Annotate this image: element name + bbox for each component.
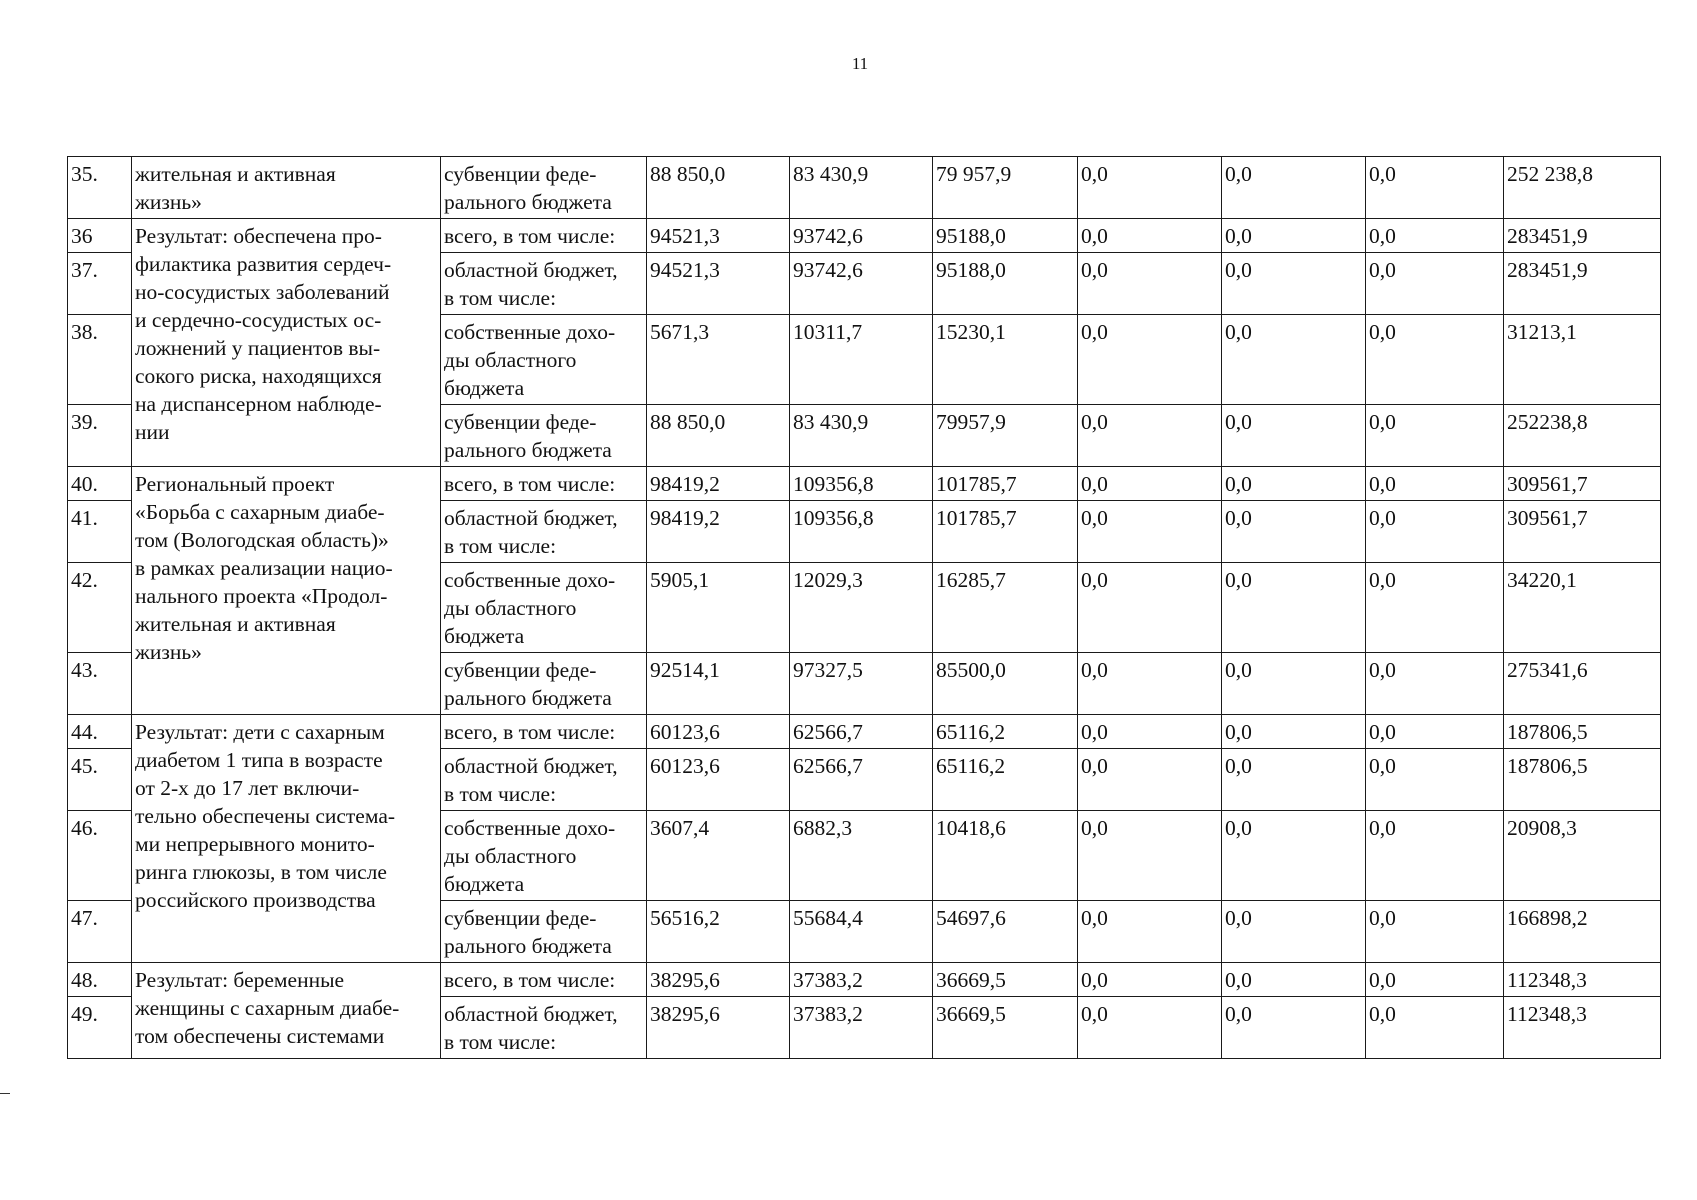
row-number-cell: 39. xyxy=(68,405,132,467)
amount-cell: 38295,6 xyxy=(647,997,790,1059)
amount-cell: 10418,6 xyxy=(933,811,1078,901)
amount-cell: 83 430,9 xyxy=(790,405,933,467)
amount-cell: 0,0 xyxy=(1222,653,1366,715)
amount-cell: 95188,0 xyxy=(933,219,1078,253)
amount-cell: 0,0 xyxy=(1078,653,1222,715)
amount-cell: 85500,0 xyxy=(933,653,1078,715)
amount-cell: 98419,2 xyxy=(647,501,790,563)
total-value-cell: 187806,5 xyxy=(1504,715,1661,749)
amount-cell: 109356,8 xyxy=(790,501,933,563)
amount-cell: 0,0 xyxy=(1078,997,1222,1059)
total-value-cell: 309561,7 xyxy=(1504,467,1661,501)
row-number-cell: 47. xyxy=(68,901,132,963)
amount-cell: 0,0 xyxy=(1078,405,1222,467)
amount-cell: 0,0 xyxy=(1078,219,1222,253)
amount-cell: 55684,4 xyxy=(790,901,933,963)
row-number-cell: 43. xyxy=(68,653,132,715)
total-value-cell: 31213,1 xyxy=(1504,315,1661,405)
amount-cell: 88 850,0 xyxy=(647,405,790,467)
amount-cell: 0,0 xyxy=(1222,963,1366,997)
amount-cell: 37383,2 xyxy=(790,963,933,997)
total-value-cell: 309561,7 xyxy=(1504,501,1661,563)
row-number-cell: 38. xyxy=(68,315,132,405)
amount-cell: 65116,2 xyxy=(933,715,1078,749)
amount-cell: 109356,8 xyxy=(790,467,933,501)
amount-cell: 0,0 xyxy=(1078,563,1222,653)
amount-cell: 3607,4 xyxy=(647,811,790,901)
amount-cell: 88 850,0 xyxy=(647,157,790,219)
amount-cell: 12029,3 xyxy=(790,563,933,653)
amount-cell: 0,0 xyxy=(1078,501,1222,563)
amount-cell: 0,0 xyxy=(1078,749,1222,811)
amount-cell: 0,0 xyxy=(1222,901,1366,963)
amount-cell: 0,0 xyxy=(1366,219,1504,253)
funding-source-cell: областной бюджет, в том числе: xyxy=(441,997,647,1059)
funding-source-cell: всего, в том числе: xyxy=(441,467,647,501)
amount-cell: 79 957,9 xyxy=(933,157,1078,219)
amount-cell: 0,0 xyxy=(1366,901,1504,963)
amount-cell: 0,0 xyxy=(1222,467,1366,501)
amount-cell: 93742,6 xyxy=(790,219,933,253)
amount-cell: 0,0 xyxy=(1366,501,1504,563)
amount-cell: 38295,6 xyxy=(647,963,790,997)
row-number-cell: 37. xyxy=(68,253,132,315)
row-number-cell: 45. xyxy=(68,749,132,811)
table-row xyxy=(68,157,1661,219)
amount-cell: 54697,6 xyxy=(933,901,1078,963)
row-number-cell: 41. xyxy=(68,501,132,563)
total-value-cell: 112348,3 xyxy=(1504,963,1661,997)
amount-cell: 0,0 xyxy=(1078,901,1222,963)
amount-cell: 56516,2 xyxy=(647,901,790,963)
amount-cell: 101785,7 xyxy=(933,501,1078,563)
funding-source-cell: всего, в том числе: xyxy=(441,715,647,749)
amount-cell: 0,0 xyxy=(1222,811,1366,901)
row-number-cell: 49. xyxy=(68,997,132,1059)
item-description-cell: Результат: беременные женщины с сахарным диабе- том обеспечены системами xyxy=(132,963,441,1059)
item-description-cell: Региональный проект «Борьба с сахарным диабе- том (Вологодская область)» в рамках реализации нацио- нального проекта «Продол- жительная и активная жизнь» xyxy=(132,467,441,715)
amount-cell: 98419,2 xyxy=(647,467,790,501)
amount-cell: 94521,3 xyxy=(647,219,790,253)
amount-cell: 0,0 xyxy=(1366,253,1504,315)
amount-cell: 36669,5 xyxy=(933,963,1078,997)
amount-cell: 0,0 xyxy=(1222,501,1366,563)
table-row xyxy=(68,467,1661,501)
amount-cell: 16285,7 xyxy=(933,563,1078,653)
amount-cell: 0,0 xyxy=(1366,315,1504,405)
funding-source-cell: субвенции феде- рального бюджета xyxy=(441,653,647,715)
item-description-cell: жительная и активная жизнь» xyxy=(132,157,441,219)
funding-source-cell: собственные дохо- ды областного бюджета xyxy=(441,563,647,653)
total-value-cell: 34220,1 xyxy=(1504,563,1661,653)
amount-cell: 93742,6 xyxy=(790,253,933,315)
amount-cell: 0,0 xyxy=(1222,315,1366,405)
total-value-cell: 283451,9 xyxy=(1504,219,1661,253)
amount-cell: 0,0 xyxy=(1366,563,1504,653)
total-value-cell: 187806,5 xyxy=(1504,749,1661,811)
amount-cell: 0,0 xyxy=(1366,653,1504,715)
page-number: 11 xyxy=(851,54,869,73)
amount-cell: 0,0 xyxy=(1078,811,1222,901)
funding-source-cell: всего, в том числе: xyxy=(441,219,647,253)
funding-source-cell: субвенции феде- рального бюджета xyxy=(441,157,647,219)
amount-cell: 0,0 xyxy=(1078,963,1222,997)
page-edge-mark xyxy=(0,1093,10,1094)
amount-cell: 0,0 xyxy=(1078,157,1222,219)
funding-source-cell: областной бюджет, в том числе: xyxy=(441,749,647,811)
amount-cell: 0,0 xyxy=(1078,467,1222,501)
amount-cell: 79957,9 xyxy=(933,405,1078,467)
amount-cell: 60123,6 xyxy=(647,715,790,749)
amount-cell: 97327,5 xyxy=(790,653,933,715)
total-value-cell: 166898,2 xyxy=(1504,901,1661,963)
amount-cell: 37383,2 xyxy=(790,997,933,1059)
amount-cell: 95188,0 xyxy=(933,253,1078,315)
amount-cell: 5671,3 xyxy=(647,315,790,405)
amount-cell: 0,0 xyxy=(1078,315,1222,405)
table-row xyxy=(68,219,1661,253)
budget-table xyxy=(67,156,1661,1059)
total-value-cell: 20908,3 xyxy=(1504,811,1661,901)
amount-cell: 0,0 xyxy=(1078,253,1222,315)
item-description-cell: Результат: обеспечена про- филактика развития сердеч- но-сосудистых заболеваний и сердечно-сосудистых ос- ложнений у пациентов вы- сокого риска, находящихся на диспансерном наблюде- нии xyxy=(132,219,441,467)
amount-cell: 92514,1 xyxy=(647,653,790,715)
row-number-cell: 42. xyxy=(68,563,132,653)
amount-cell: 101785,7 xyxy=(933,467,1078,501)
funding-source-cell: всего, в том числе: xyxy=(441,963,647,997)
amount-cell: 0,0 xyxy=(1222,405,1366,467)
amount-cell: 0,0 xyxy=(1222,715,1366,749)
row-number-cell: 44. xyxy=(68,715,132,749)
item-description-cell: Результат: дети с сахарным диабетом 1 типа в возрасте от 2-х до 17 лет включи- тельно обеспечены система- ми непрерывного монито- ринга глюкозы, в том числе российского производства xyxy=(132,715,441,963)
amount-cell: 83 430,9 xyxy=(790,157,933,219)
funding-source-cell: областной бюджет, в том числе: xyxy=(441,501,647,563)
amount-cell: 0,0 xyxy=(1078,715,1222,749)
amount-cell: 5905,1 xyxy=(647,563,790,653)
table-row xyxy=(68,715,1661,749)
amount-cell: 0,0 xyxy=(1222,253,1366,315)
amount-cell: 0,0 xyxy=(1222,219,1366,253)
amount-cell: 0,0 xyxy=(1366,811,1504,901)
amount-cell: 15230,1 xyxy=(933,315,1078,405)
amount-cell: 0,0 xyxy=(1366,157,1504,219)
amount-cell: 65116,2 xyxy=(933,749,1078,811)
amount-cell: 10311,7 xyxy=(790,315,933,405)
amount-cell: 94521,3 xyxy=(647,253,790,315)
amount-cell: 0,0 xyxy=(1222,157,1366,219)
total-value-cell: 275341,6 xyxy=(1504,653,1661,715)
funding-source-cell: собственные дохо- ды областного бюджета xyxy=(441,811,647,901)
amount-cell: 0,0 xyxy=(1366,715,1504,749)
funding-source-cell: субвенции феде- рального бюджета xyxy=(441,901,647,963)
row-number-cell: 40. xyxy=(68,467,132,501)
funding-source-cell: собственные дохо- ды областного бюджета xyxy=(441,315,647,405)
total-value-cell: 252238,8 xyxy=(1504,405,1661,467)
row-number-cell: 48. xyxy=(68,963,132,997)
amount-cell: 0,0 xyxy=(1366,467,1504,501)
amount-cell: 0,0 xyxy=(1222,749,1366,811)
total-value-cell: 283451,9 xyxy=(1504,253,1661,315)
row-number-cell: 46. xyxy=(68,811,132,901)
amount-cell: 6882,3 xyxy=(790,811,933,901)
amount-cell: 0,0 xyxy=(1366,405,1504,467)
amount-cell: 62566,7 xyxy=(790,749,933,811)
funding-source-cell: областной бюджет, в том числе: xyxy=(441,253,647,315)
table-row xyxy=(68,963,1661,997)
amount-cell: 0,0 xyxy=(1222,563,1366,653)
row-number-cell: 35. xyxy=(68,157,132,219)
amount-cell: 0,0 xyxy=(1366,749,1504,811)
table-body xyxy=(68,157,1661,1059)
amount-cell: 60123,6 xyxy=(647,749,790,811)
total-value-cell: 112348,3 xyxy=(1504,997,1661,1059)
amount-cell: 0,0 xyxy=(1366,997,1504,1059)
amount-cell: 0,0 xyxy=(1366,963,1504,997)
row-number-cell: 36 xyxy=(68,219,132,253)
amount-cell: 36669,5 xyxy=(933,997,1078,1059)
total-value-cell: 252 238,8 xyxy=(1504,157,1661,219)
funding-source-cell: субвенции феде- рального бюджета xyxy=(441,405,647,467)
amount-cell: 62566,7 xyxy=(790,715,933,749)
amount-cell: 0,0 xyxy=(1222,997,1366,1059)
